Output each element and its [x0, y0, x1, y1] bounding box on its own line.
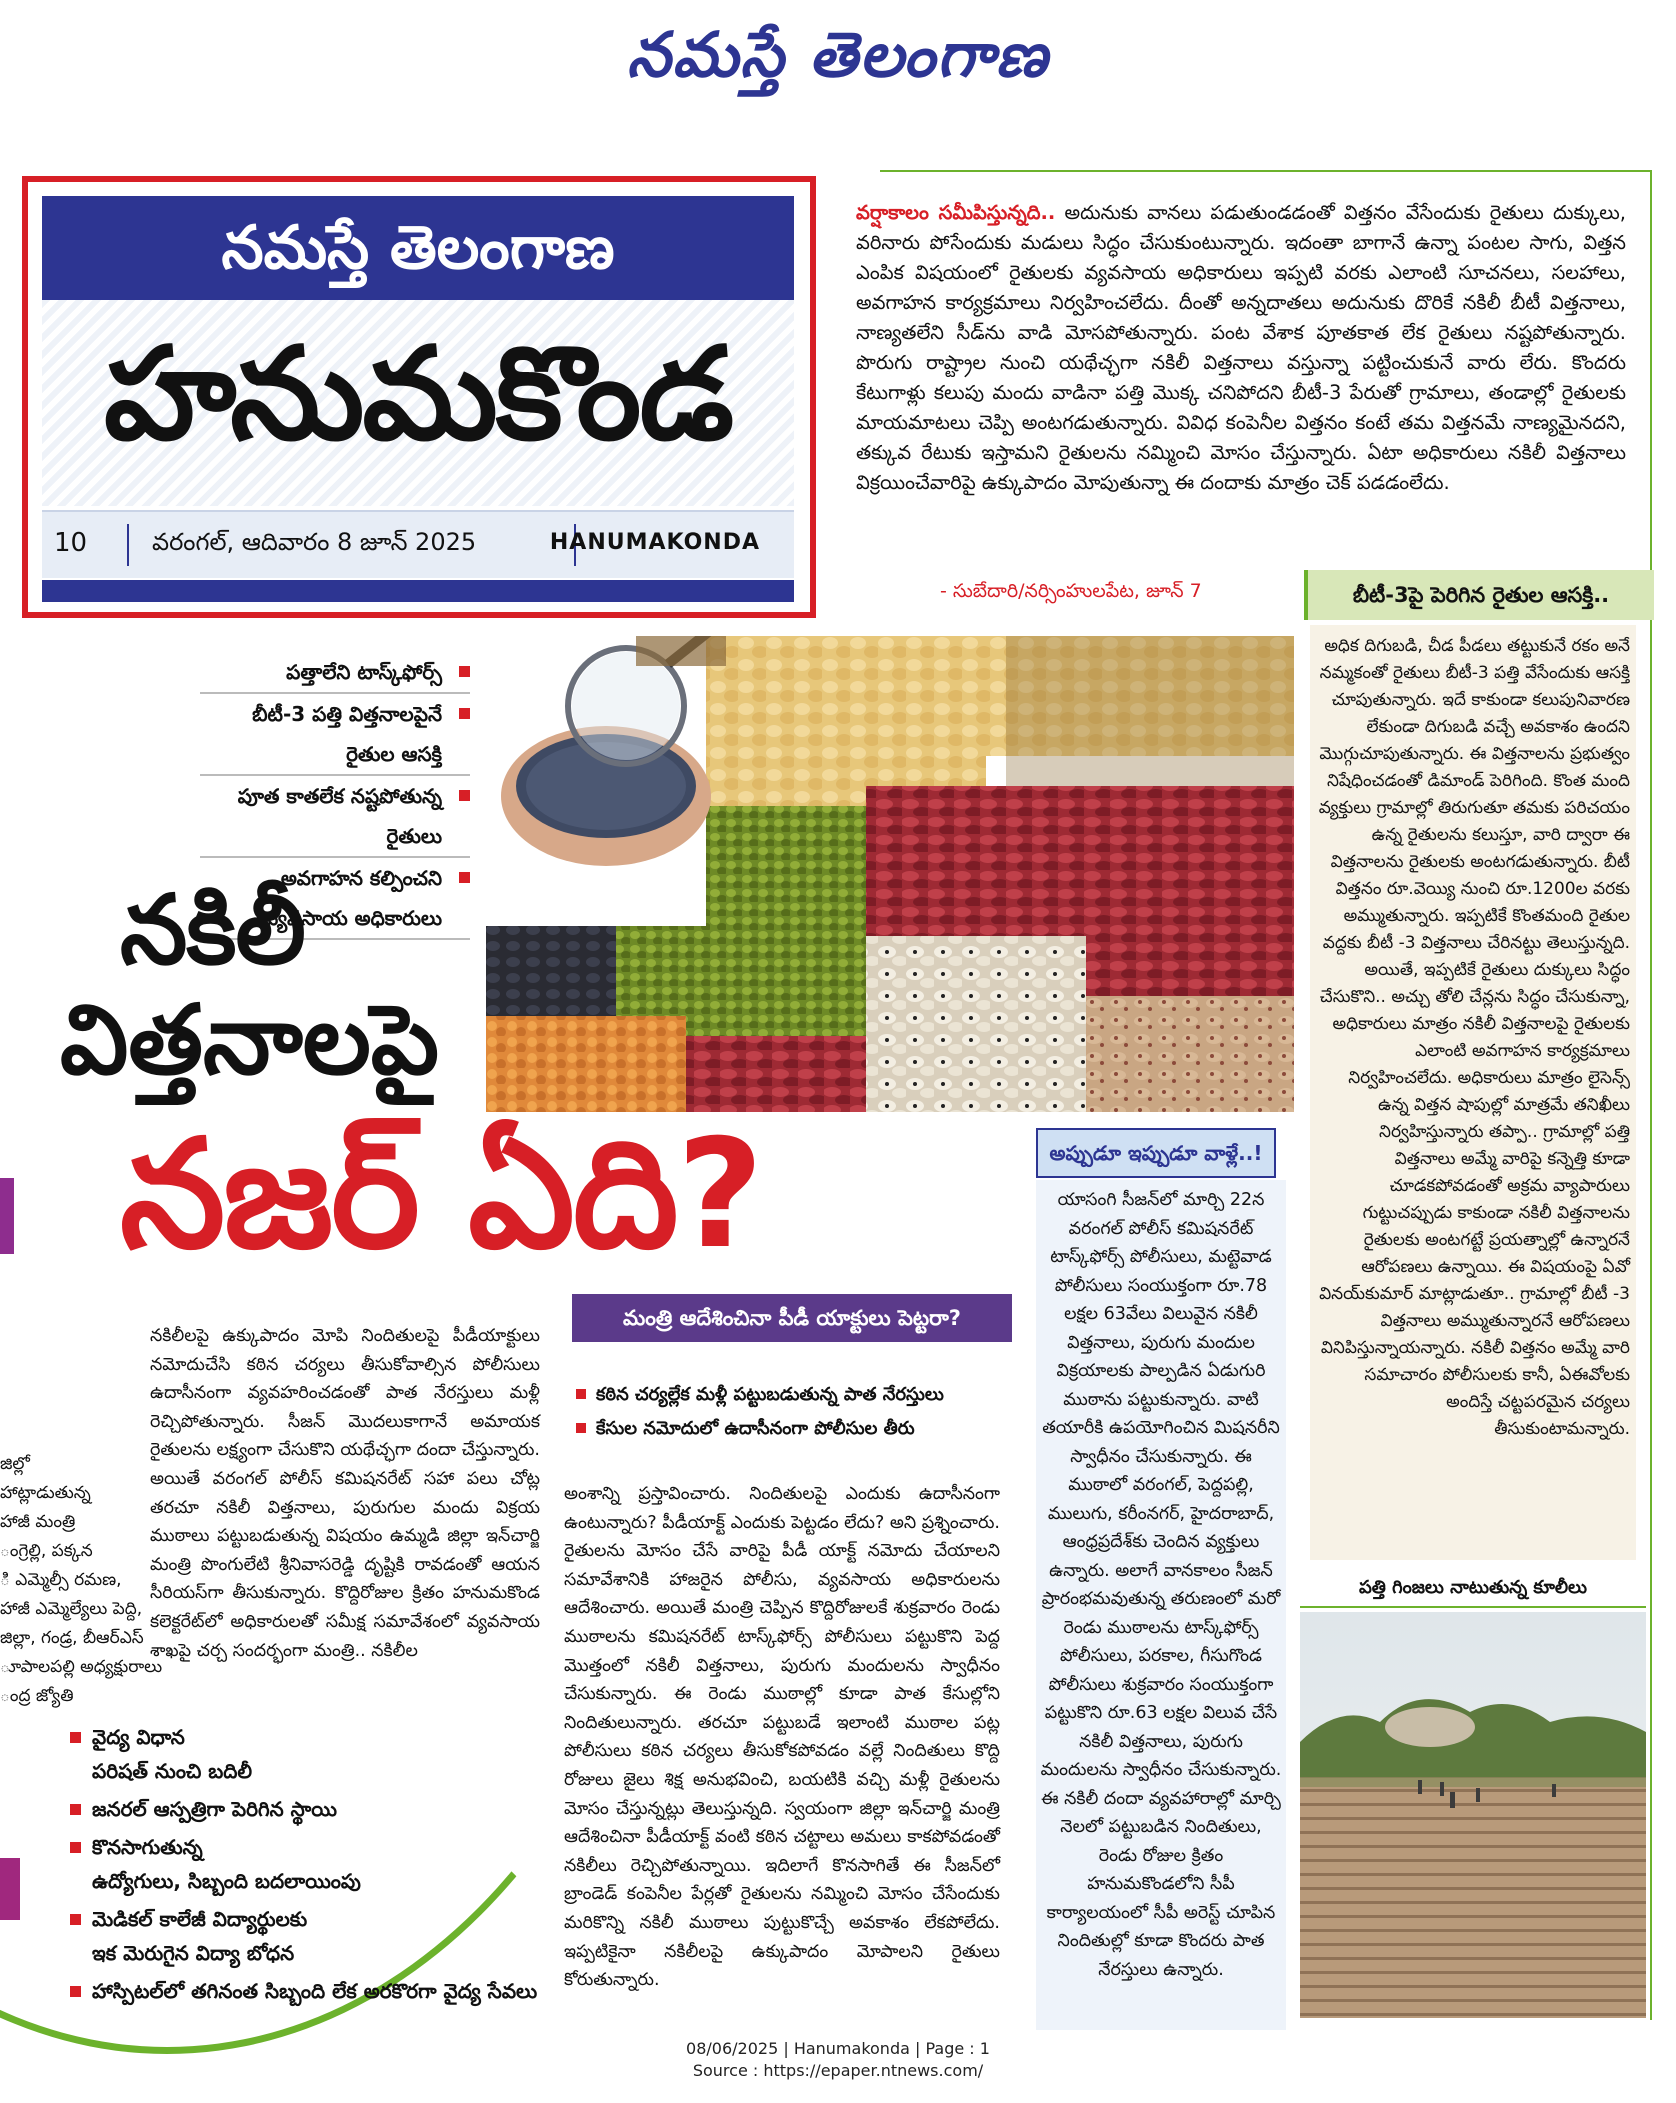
intro-lead: వర్షాకాలం సమీపిస్తున్నది..	[856, 201, 1056, 224]
seeds-photo	[486, 636, 1294, 1112]
left-color-strip	[0, 1178, 14, 1254]
footer-page-info: 08/06/2025 | Hanumakonda | Page : 1	[686, 2039, 990, 2058]
bullet-square-icon	[70, 1914, 81, 1925]
section-city-title: హనుమకొండ	[103, 320, 733, 469]
footer-source: Source : https://epaper.ntnews.com/	[692, 2061, 984, 2080]
highlight-item: వ్యవసాయ అధికారులు	[200, 898, 470, 940]
headline-line-1: నకిలీ	[120, 874, 305, 986]
bullet-square-icon	[459, 790, 470, 801]
bullet-square-icon	[576, 1423, 586, 1433]
highlight-item: అవగాహన కల్పించని	[200, 858, 470, 898]
bullet-square-icon	[459, 872, 470, 883]
main-story-column-2: అంశాన్ని ప్రస్తావించారు. నిందితులపై ఎందుకు ఉదాసీనంగా ఉంటున్నారు? పీడీయాక్ట్ ఎందుకు పెట్టడం లేదు? అని ప్రశ్నించారు. రైతులను మోసం చేసే వారిపై పీడీ యాక్ట్ నమోదు చేయాలని సమావేశానికి హాజరైన పోలీసు, వ్యవసాయ అధికారులను ఆదేశించారు. అయితే మంత్రి చెప్పిన కొద్దిరోజులకే శుక్రవారం రెండు ముఠాలను కమిషనరేట్ టాస్క్‌ఫోర్స్ పోలీసులు పట్టుకొని పెద్ద మొత్తంలో నకిలీ విత్తనాలు, పురుగు మందులను స్వాధీనం చేసుకున్నారు. ఈ రెండు ముఠాల్లో కూడా పాత కేసుల్లోని నిందితులున్నారు. తరచూ పట్టుబడే ఇలాంటి ముఠాల పట్ల పోలీసులు కఠిన చర్యలు తీసుకోకపోవడం వల్లే నిందితులు కొద్ది రోజులు జైలు శిక్ష అనుభవించి, బయటికి వచ్చి మళ్లీ రైతులను మోసం చేస్తున్నట్లు తెలుస్తున్నది. స్వయంగా జిల్లా ఇన్‌చార్జి మంత్రి ఆదేశించినా పీడీయాక్ట్ వంటి కఠిన చట్టాలు అమలు కాకపోవడంతో నకిలీలు రెచ్చిపోతున్నాయి. ఇదిలాగే కొనసాగితే ఈ సీజన్‌లో బ్రాండెడ్ కంపెనీల పేర్లతో రైతులను నమ్మించి మోసం చేసేందుకు మరికొన్ని నకిలీ ముఠాలు పుట్టుకొచ్చే అవకాశం లేకపోలేదు. ఇప్పటికైనా నకిలీలపై ఉక్కుపాదం మోపాలని రైతులు కోరుతున్నారు.	[564, 1484, 1000, 1991]
dateline-divider	[127, 524, 129, 566]
edition-name: HANUMAKONDA	[549, 530, 760, 555]
bullet-square-icon	[70, 1842, 81, 1853]
intro-text: అదునుకు వానలు పడుతుండడంతో విత్తనం వేసేందుకు రైతులు దుక్కులు, వరినారు పోసేందుకు మడులు సిద్ధం చేసుకుంటున్నారు. ఇదంతా బాగానే ఉన్నా పంటల సాగు, విత్తన ఎంపిక విషయంలో రైతులకు వ్యవసాయ అధికారులు ఇప్పటి వరకు ఎలాంటి సూచనలు, సలహాలు, అవగాహన కార్యక్రమాలు నిర్వహించలేదు. దీంతో అన్నదాతలు అదునుకు దొరికే నకిలీ బీటీ విత్తనాలు, నాణ్యతలేని సీడ్‌ను వాడి మోసపోతున్నారు. పంట వేశాక పూతకాత లేక రైతులు నష్టపోతున్నారు. పొరుగు రాష్ట్రాల నుంచి యథేచ్ఛగా నకిలీ విత్తనాలు వస్తున్నా పట్టించుకునే వారు లేరు. కొందరు కేటుగాళ్లు కలుపు మందు వాడినా పత్తి మొక్క చనిపోదని బీటీ-3 పేరుతో గ్రామాలు, తండాల్లో రైతులకు మాయమాటలు చెప్పి అంటగడుతున్నారు. వివిధ కంపెనీల విత్తనం కంటే తమ విత్తనమే నాణ్యమైనదని, తక్కువ రేటుకు ఇస్తామని రైతులను నమ్మించి మోసం చేస్తున్నారు. ఏటా అధికారులు నకిలీ విత్తనాలు విక్రయించేవారిపై ఉక్కుపాదం మోపుతున్నా ఈ దందాకు మాత్రం చెక్ పడడంలేదు.	[856, 201, 1626, 494]
bullet-square-icon	[576, 1389, 586, 1399]
byline: - సుబేదారి/నర్సింహులపేట, జూన్ 7	[940, 580, 1202, 602]
highlight-item: బీటీ-3 పత్తి విత్తనాలపైనే రైతుల ఆసక్తి	[200, 694, 470, 776]
dateline-text: వరంగల్, ఆదివారం 8 జూన్ 2025	[152, 528, 477, 556]
other-news-list	[66, 1720, 586, 2012]
bullet-square-icon	[70, 1986, 81, 1997]
then-now-heading: అప్పుడూ ఇప్పుడూ వాళ్లే..!	[1036, 1128, 1276, 1178]
then-now-text: యాసంగి సీజన్‌లో మార్చి 22న వరంగల్ పోలీస్ కమిషనరేట్ టాస్క్‌ఫోర్స్ పోలీసులు, మట్టెవాడ పోలీసులు సంయుక్తంగా రూ.78 లక్షల 63వేలు విలువైన నకిలీ విత్తనాలు, పురుగు మందుల విక్రయాలకు పాల్పడిన ఏడుగురి ముఠాను పట్టుకున్నారు. వాటి తయారీకి ఉపయోగించిన మిషనరీని స్వాధీనం చేసుకున్నారు. ఈ ముఠాలో వరంగల్, పెద్దపల్లి, ములుగు, కరీంనగర్, హైదరాబాద్, ఆంధ్రప్రదేశ్‌కు చెందిన వ్యక్తులు ఉన్నారు. అలాగే వానకాలం సీజన్ ప్రారంభమవుతున్న తరుణంలో మరో రెండు ముఠాలను టాస్క్‌ఫోర్స్ పోలీసులు, పరకాల, గీసుగొండ పోలీసులు శుక్రవారం సంయుక్తంగా పట్టుకొని రూ.63 లక్షల విలువ చేసే నకిలీ విత్తనాలు, పురుగు మందులను స్వాధీనం చేసుకున్నారు. ఈ నకిలీ దందా వ్యవహారాల్లో మార్చి నెలలో పట్టుబడిన నిందితులు, రెండు రోజుల క్రితం హనుమకొండలోని సీపీ కార్యాలయంలో సీపీ అరెస్ట్ చూపిన నిందితుల్లో కూడా కొందరు పాత నేరస్తులు ఉన్నారు.	[1036, 1180, 1286, 2030]
bullet-square-icon	[459, 708, 470, 719]
section-brand: నమస్తే తెలంగాణ	[42, 196, 794, 300]
bullet-square-icon	[70, 1732, 81, 1743]
bullet-square-icon	[459, 666, 470, 677]
dateline-bar	[42, 510, 794, 578]
other-news-item: మెడికల్ కాలేజీ విద్యార్థులకు ఇక మెరుగైన విద్యా బోధన	[66, 1902, 586, 1970]
masthead-logo: నమస్తే తెలంగాణ	[626, 18, 1050, 91]
other-news-item: హాస్పిటల్‌లో తగినంత సిబ్బంది లేక అరకొరగా వైద్య సేవలు	[66, 1974, 586, 2008]
page-footer	[0, 2038, 1676, 2082]
dateline-underbar	[42, 580, 794, 602]
side-story-heading: బీటీ-3పై పెరిగిన రైతుల ఆసక్తి..	[1304, 570, 1654, 620]
other-news-item: వైద్య విధాన పరిషత్‌ నుంచి బదిలీ	[66, 1720, 586, 1788]
other-news-item: జనరల్ ఆస్పత్రిగా పెరిగిన స్థాయి	[66, 1792, 586, 1826]
page-number: 10	[54, 528, 88, 558]
bullet-square-icon	[70, 1804, 81, 1815]
headline-line-2: విత్తనాలపై	[60, 984, 440, 1096]
minister-box-points	[572, 1378, 1012, 1446]
other-news-item: కొనసాగుతున్న ఉద్యోగులు, సిబ్బంది బదలాయింపు	[66, 1830, 586, 1898]
adjacent-story-fragment: జిల్లో హాట్లాడుతున్న హాజీ మంత్రి ంగ్రెల్లి, పక్కన ి ఎమ్మెల్సీ రమణ, హాజీ ఎమ్మెల్యేలు పెద్ది, జిల్లా, గండ్ర, బీఆర్‌ఎస్ ూపాలపల్లి అధ్యక్షురాలు ంద్ర జ్యోతి	[0, 1454, 163, 1706]
highlight-item: పూత కాతలేక నష్టపోతున్న రైతులు	[200, 776, 470, 858]
frame-line-top	[880, 170, 1650, 172]
frame-line-right	[1650, 170, 1652, 2020]
field-workers-photo	[1300, 1612, 1646, 2018]
minister-box-heading: మంత్రి ఆదేశించినా పీడీ యాక్టులు పెట్టరా?	[572, 1294, 1012, 1342]
headline-line-3: నజర్ ఏది?	[120, 1108, 762, 1282]
intro-paragraph	[856, 198, 1626, 498]
side-story-text: అధిక దిగుబడి, చీడ పీడలు తట్టుకునే రకం అనే నమ్మకంతో రైతులు బీటీ-3 పత్తి వేసేందుకు ఆసక్తి చూపుతున్నారు. ఇదే కాకుండా కలుపునివారణ లేకుండా దిగుబడి వచ్చే అవకాశం ఉందని మొగ్గుచూపుతున్నారు. ఈ విత్తనాలను ప్రభుత్వం నిషేధించడంతో డిమాండ్ పెరిగింది. కొంత మంది వ్యక్తులు గ్రామాల్లో తిరుగుతూ తమకు పరిచయం ఉన్న రైతులను కలుస్తూ, వారి ద్వారా ఈ విత్తనాలను రైతులకు అంటగడుతున్నారు. బీటీ విత్తనం రూ.వెయ్యి నుంచి రూ.1200ల వరకు అమ్ముతున్నారు. ఇప్పటికే కొంతమంది రైతుల వద్దకు బీటీ -3 విత్తనాలు చేరినట్టు తెలుస్తున్నది. అయితే, ఇప్పటికే రైతులు దుక్కులు సిద్ధం చేసుకొని.. అచ్చు తోలి చేన్లను సిద్ధం చేసుకున్నా, అధికారులు మాత్రం నకిలీ విత్తనాలపై రైతులకు ఎలాంటి అవగాహన కార్యక్రమాలు నిర్వహించలేదు. అధికారులు మాత్రం లైసెన్స్ ఉన్న విత్తన షాపుల్లో మాత్రమే తనిఖీలు నిర్వహిస్తున్నారు తప్పా.. గ్రామాల్లో పత్తి విత్తనాలు అమ్మే వారిపై కన్నెత్తి కూడా చూడకపోవడంతో అక్రమ వ్యాపారులు గుట్టుచప్పుడు కాకుండా నకిలీ విత్తనాలను రైతులకు అంటగట్టే ప్రయత్నాల్లో ఉన్నారనే ఆరోపణలు ఉన్నాయి. ఈ విషయంపై ఏవో వినయ్‌కుమార్ మాట్లాడుతూ.. గ్రామాల్లో బీటీ -3 విత్తనాలు అమ్ముతున్నారనే ఆరోపణలు వినిపిస్తున్నాయన్నారు. నకిలీ విత్తనం అమ్మే వారి సమాచారం పోలీసులకు కానీ, ఏఈవోలకు అందిస్తే చట్టపరమైన చర్యలు తీసుకుంటామన్నారు.	[1310, 625, 1636, 1560]
highlight-item: పత్తాలేని టాస్క్‌ఫోర్స్	[200, 652, 470, 694]
minister-point: కేసుల నమోదులో ఉదాసీనంగా పోలీసుల తీరు	[572, 1412, 1012, 1446]
left-color-strip-2	[0, 1858, 20, 1920]
main-story-column-1: నకిలీలపై ఉక్కుపాదం మోపి నిందితులపై పీడీయాక్టులు నమోదుచేసి కఠిన చర్యలు తీసుకోవాల్సిన పోలీసులు ఉదాసీనంగా వ్యవహరించడంతో పాత నేరస్తులు మళ్లీ రెచ్చిపోతున్నారు. సీజన్ మొదలుకాగానే అమాయక రైతులను లక్ష్యంగా చేసుకొని యథేచ్ఛగా దందా చేస్తున్నారు. అయితే వరంగల్ పోలీస్ కమిషనరేట్ సహా పలు చోట్ల తరచూ నకిలీ విత్తనాలు, పురుగుల మందు విక్రయ ముఠాలు పట్టుబడుతున్న విషయం ఉమ్మడి జిల్లా ఇన్‌చార్జి మంత్రి పొంగులేటి శ్రీనివాసరెడ్డి దృష్టికి రావడంతో ఆయన సీరియస్‌గా తీసుకున్నారు. కొద్దిరోజుల క్రితం హనుమకొండ కలెక్టరేట్‌లో అధికారులతో సమీక్ష సమావేశంలో వ్యవసాయ శాఖపై చర్చ సందర్భంగా మంత్రి.. నకిలీల	[150, 1326, 540, 1661]
field-photo-caption: పత్తి గింజలు నాటుతున్న కూలీలు	[1300, 1570, 1646, 1608]
minister-point: కఠిన చర్యల్లేక మళ్లీ పట్టుబడుతున్న పాత నేరస్తులు	[572, 1378, 1012, 1412]
